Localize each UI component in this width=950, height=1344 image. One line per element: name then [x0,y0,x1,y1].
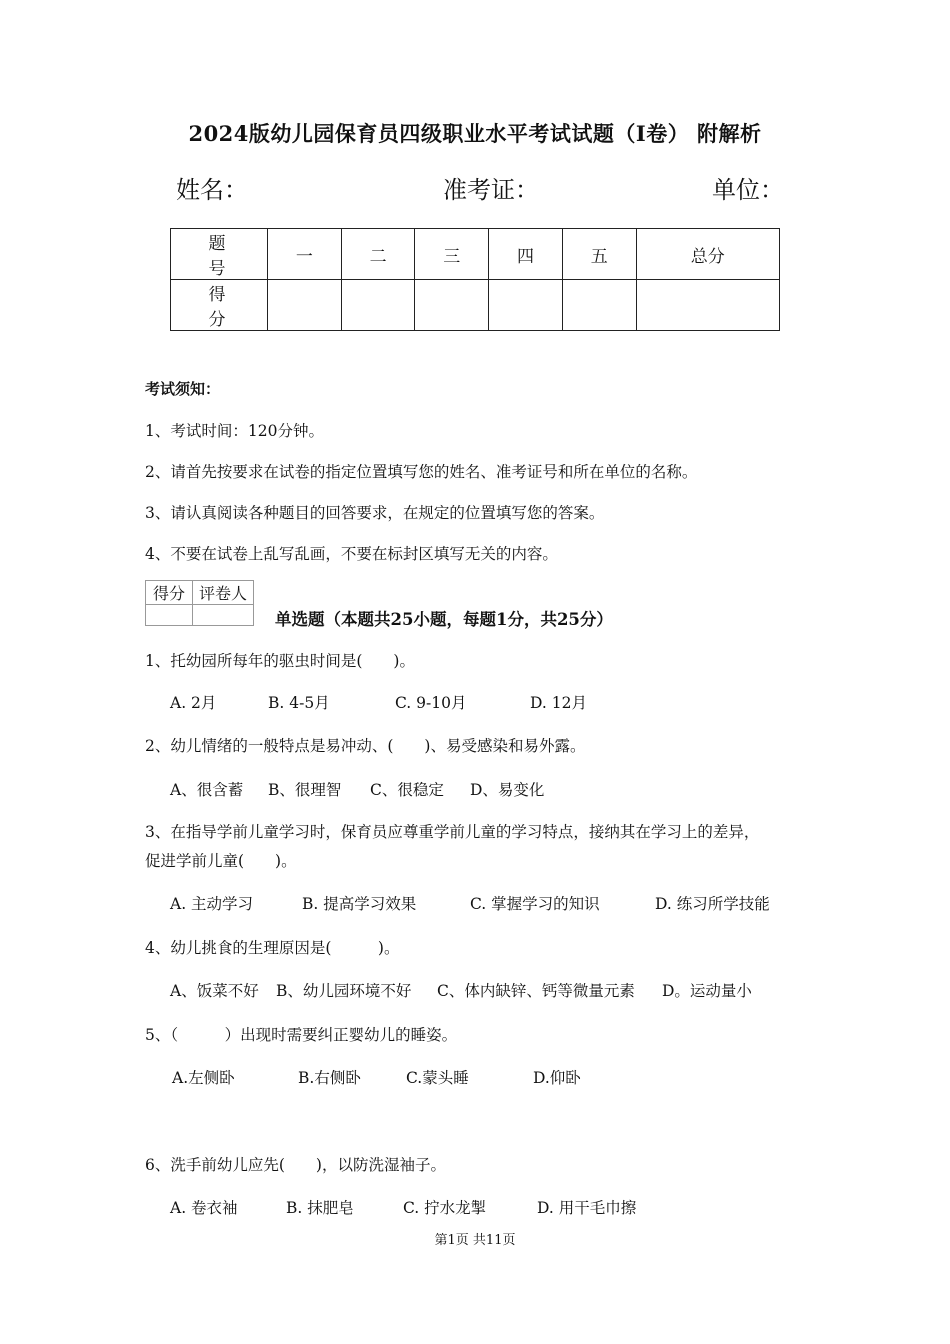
option: D.仰卧 [533,1069,581,1087]
option: C. 9-10月 [395,694,467,712]
option: A. 主动学习 [170,895,254,913]
option: D. 用干毛巾擦 [537,1199,637,1217]
grader-reviewer-cell[interactable] [193,605,254,626]
unit-label: 单位： [712,176,784,204]
score-table-score-row [171,280,780,331]
option: D. 练习所学技能 [655,895,770,913]
notice-heading: 考试须知： [145,380,221,398]
score-table [170,228,780,331]
page-footer: 第1页 共11页 [434,1233,516,1248]
option: A.左侧卧 [172,1069,235,1087]
section-title: 单选题（本题共25小题，每题1分，共25分） [275,610,613,629]
score-table-header-cell: 总分 [636,229,779,280]
option: B、很理智 [268,781,342,799]
notice-item: 3、请认真阅读各种题目的回答要求，在规定的位置填写您的答案。 [145,504,605,522]
document-title: 2024版幼儿园保育员四级职业水平考试试题（I卷） 附解析 [188,121,762,146]
question-stem: 3、在指导学前儿童学习时，保育员应尊重学前儿童的学习特点，接纳其在学习上的差异， [145,823,760,841]
question-stem: 4、幼儿挑食的生理原因是( )。 [145,939,400,957]
question-stem: 1、托幼园所每年的驱虫时间是( )。 [145,652,415,670]
score-cell[interactable] [341,280,415,331]
option: A. 卷衣袖 [170,1199,238,1217]
option: B. 4-5月 [268,694,330,712]
option: A. 2月 [170,694,217,712]
score-cell[interactable] [489,280,563,331]
option: C.蒙头睡 [406,1069,469,1087]
option: C. 掌握学习的知识 [470,895,600,913]
notice-item: 2、请首先按要求在试卷的指定位置填写您的姓名、准考证号和所在单位的名称。 [145,463,698,481]
option: A、饭菜不好 [170,982,259,1000]
question-stem: 2、幼儿情绪的一般特点是易冲动、( )、易受感染和易外露。 [145,737,586,755]
grader-score-label: 得分 [146,581,193,605]
name-label: 姓名： [176,176,248,204]
score-table-header-cell: 一 [268,229,342,280]
question-stem-continued: 促进学前儿童( )。 [145,852,297,870]
option: C、体内缺锌、钙等微量元素 [437,982,635,1000]
score-cell[interactable] [636,280,779,331]
score-table-header-cell: 四 [489,229,563,280]
option: C、很稳定 [370,781,444,799]
option: D、易变化 [470,781,545,799]
grader-box [145,580,254,626]
option: D. 12月 [530,694,587,712]
grader-score-cell[interactable] [146,605,193,626]
score-cell[interactable] [562,280,636,331]
question-stem: 6、洗手前幼儿应先( )，以防洗湿袖子。 [145,1156,446,1174]
option: B. 提高学习效果 [302,895,417,913]
notice-item: 1、考试时间：120分钟。 [145,422,324,440]
score-table-header-cell: 五 [562,229,636,280]
option: A、很含蓄 [170,781,244,799]
grader-reviewer-label: 评卷人 [193,581,254,605]
score-table-header-cell: 题 号 [171,229,268,280]
score-cell[interactable] [415,280,489,331]
option: C. 拧水龙掣 [403,1199,487,1217]
score-cell[interactable] [268,280,342,331]
option: B.右侧卧 [298,1069,361,1087]
score-table-header-cell: 三 [415,229,489,280]
option: B. 抹肥皂 [286,1199,354,1217]
score-row-label: 得 分 [171,280,268,331]
option: B、幼儿园环境不好 [276,982,412,1000]
score-table-header-cell: 二 [341,229,415,280]
exam-id-label: 准考证： [443,176,539,204]
notice-item: 4、不要在试卷上乱写乱画，不要在标封区填写无关的内容。 [145,545,558,563]
score-table-header-row [171,229,780,280]
question-stem: 5、（ ）出现时需要纠正婴幼儿的睡姿。 [145,1026,458,1044]
option: D。运动量小 [662,982,752,1000]
